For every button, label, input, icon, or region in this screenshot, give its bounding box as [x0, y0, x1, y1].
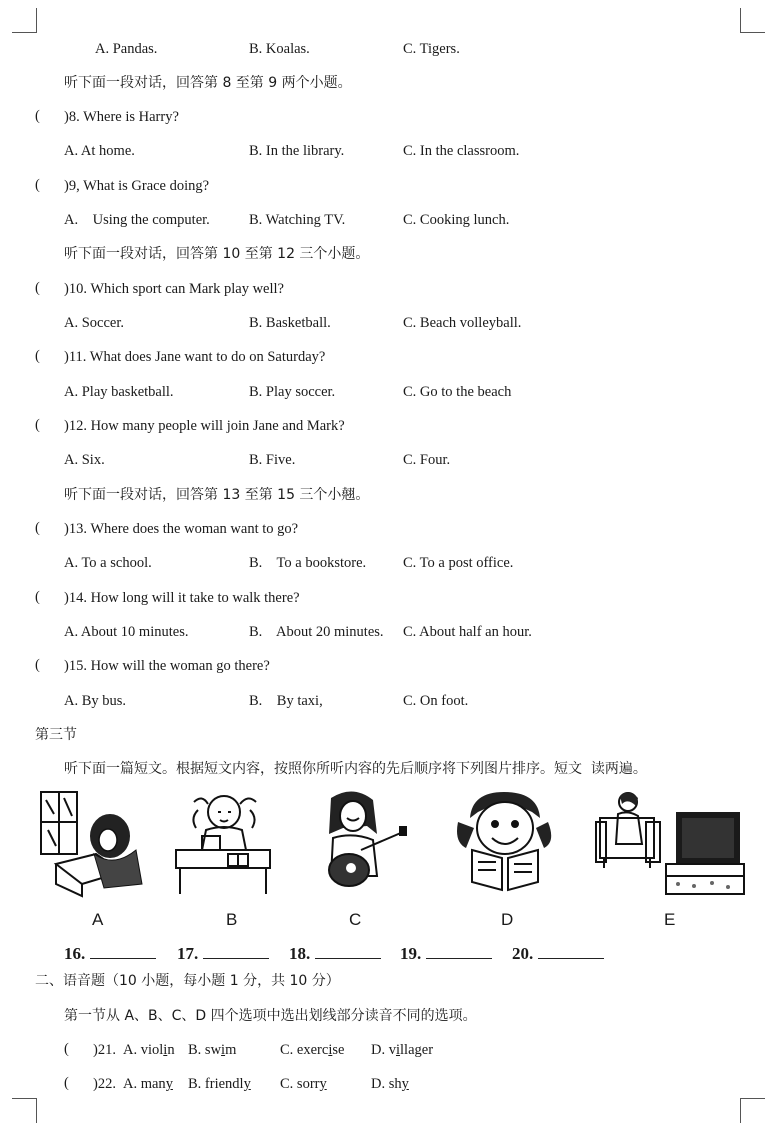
q22-answer-paren[interactable]: ( — [64, 1075, 69, 1091]
picture-d-girl-reading — [452, 788, 564, 898]
picture-letter-c: C — [349, 910, 362, 929]
q8-stem: )8. Where is Harry? — [64, 109, 179, 125]
q9-option-c: C. Cooking lunch. — [403, 212, 510, 228]
blank-16-label: 16. — [64, 944, 86, 963]
q14-option-a: A. About 10 minutes. — [64, 624, 189, 640]
blank-19-line[interactable] — [426, 942, 492, 959]
instruction-13-15: 听下面一段对话，回答第 13 至第 15 三个小翹。 — [64, 487, 370, 503]
q13-stem: )13. Where does the woman want to go? — [64, 521, 299, 537]
picture-b-girl-writing — [172, 788, 284, 898]
q22-option-a: A. many — [123, 1076, 173, 1092]
section-3-heading: 第三节 — [35, 727, 77, 743]
blank-18-line[interactable] — [315, 942, 381, 959]
q14-answer-paren[interactable]: ( — [35, 589, 40, 605]
q15-stem: )15. How will the woman go there? — [64, 658, 270, 674]
q21-option-c: C. exercise — [280, 1042, 345, 1058]
q12-option-a: A. Six. — [64, 452, 105, 468]
q13-option-c: C. To a post office. — [403, 555, 514, 571]
blank-19-label: 19. — [400, 944, 422, 963]
q13-option-a: A. To a school. — [64, 555, 152, 571]
blank-19[interactable] — [400, 942, 492, 964]
q11-option-a: A. Play basketball. — [64, 384, 174, 400]
blank-16-line[interactable] — [90, 942, 156, 959]
picture-a-boy-at-window — [38, 788, 150, 898]
q9-option-a: A. Using the computer. — [64, 212, 210, 228]
q9-option-b: B. Watching TV. — [249, 212, 346, 228]
picture-letter-a: A — [92, 910, 104, 929]
q15-option-b: B. By taxi, — [249, 693, 323, 709]
q12-option-c: C. Four. — [403, 452, 451, 468]
q14-option-c: C. About half an hour. — [403, 624, 532, 640]
q7-option-b: B. Koalas. — [249, 41, 310, 57]
q15-option-c: C. On foot. — [403, 693, 469, 709]
instruction-16-20: 听下面一篇短文。根据短文内容，按照你所听内容的先后顺序将下列图片排序。短文 读两遍。 — [64, 761, 647, 777]
q8-option-c: C. In the classroom. — [403, 143, 520, 159]
q15-option-a: A. By bus. — [64, 693, 127, 709]
q7-option-a: A. Pandas. — [95, 41, 158, 57]
q8-answer-paren[interactable]: ( — [35, 108, 40, 124]
q8-option-a: A. At home. — [64, 143, 135, 159]
crop-mark-bottom-right — [740, 1098, 765, 1123]
instruction-8-9: 听下面一段对话，回答第 8 至第 9 两个小题。 — [64, 75, 352, 91]
blank-17-label: 17. — [177, 944, 199, 963]
q13-answer-paren[interactable]: ( — [35, 520, 40, 536]
q10-option-a: A. Soccer. — [64, 315, 124, 331]
q12-answer-paren[interactable]: ( — [35, 417, 40, 433]
blank-18-label: 18. — [289, 944, 311, 963]
picture-letter-e: E — [664, 910, 676, 929]
q11-stem: )11. What does Jane want to do on Saturday? — [64, 349, 326, 365]
q14-stem: )14. How long will it take to walk there? — [64, 590, 300, 606]
blank-20-label: 20. — [512, 944, 534, 963]
q15-answer-paren[interactable]: ( — [35, 657, 40, 673]
q21-option-d: D. villager — [371, 1042, 434, 1058]
q8-option-b: B. In the library. — [249, 143, 345, 159]
q21-option-a: A. violin — [123, 1042, 175, 1058]
q9-stem: )9, What is Grace doing? — [64, 178, 210, 194]
q22-option-c: C. sorry — [280, 1076, 327, 1092]
q21-option-d-underlined: i — [395, 1042, 401, 1058]
blank-18[interactable] — [289, 942, 381, 964]
part-2-title: 二、语音题（10 小题，每小题 1 分，共 10 分） — [35, 973, 340, 989]
q22-option-c-underlined: y — [319, 1076, 327, 1092]
picture-letter-b: B — [226, 910, 238, 929]
q12-stem: )12. How many people will join Jane and Mark? — [64, 418, 345, 434]
q21-answer-paren[interactable]: ( — [64, 1041, 69, 1057]
picture-e-girl-watching-tv — [594, 788, 746, 898]
q21-option-c-underlined: i — [328, 1042, 333, 1058]
crop-mark-top-left — [12, 8, 37, 33]
q10-answer-paren[interactable]: ( — [35, 280, 40, 296]
q21-option-b-underlined: i — [221, 1042, 226, 1058]
q11-option-b: B. Play soccer. — [249, 384, 336, 400]
crop-mark-bottom-left — [12, 1098, 37, 1123]
blank-16[interactable] — [64, 942, 156, 964]
q22-option-d: D. shy — [371, 1076, 409, 1092]
blank-20[interactable] — [512, 942, 604, 964]
q22-option-a-underlined: y — [165, 1076, 173, 1092]
q22-number: )22. — [93, 1076, 116, 1092]
blank-20-line[interactable] — [538, 942, 604, 959]
blank-17-line[interactable] — [203, 942, 269, 959]
q14-option-b: B. About 20 minutes. — [249, 624, 384, 640]
instruction-10-12: 听下面一段对话，回答第 10 至第 12 三个小题。 — [64, 246, 370, 262]
q10-option-c: C. Beach volleyball. — [403, 315, 522, 331]
q9-answer-paren[interactable]: ( — [35, 177, 40, 193]
part-2-instruction: 第一节从 A、B、C、D 四个选项中选出划线部分读音不同的选项。 — [64, 1008, 477, 1024]
q12-option-b: B. Five. — [249, 452, 296, 468]
q21-option-b: B. swim — [188, 1042, 237, 1058]
q22-option-b: B. friendly — [188, 1076, 251, 1092]
blank-17[interactable] — [177, 942, 269, 964]
q10-stem: )10. Which sport can Mark play well? — [64, 281, 284, 297]
q21-number: )21. — [93, 1042, 116, 1058]
q13-option-b: B. To a bookstore. — [249, 555, 367, 571]
q21-option-a-underlined: i — [163, 1042, 168, 1058]
q10-option-b: B. Basketball. — [249, 315, 331, 331]
q22-option-d-underlined: y — [401, 1076, 409, 1092]
q11-answer-paren[interactable]: ( — [35, 348, 40, 364]
q11-option-c: C. Go to the beach — [403, 384, 512, 400]
picture-letter-d: D — [501, 910, 514, 929]
q22-option-b-underlined: y — [243, 1076, 251, 1092]
picture-c-girl-guitar — [303, 788, 415, 898]
crop-mark-top-right — [740, 8, 765, 33]
q7-option-c: C. Tigers. — [403, 41, 460, 57]
